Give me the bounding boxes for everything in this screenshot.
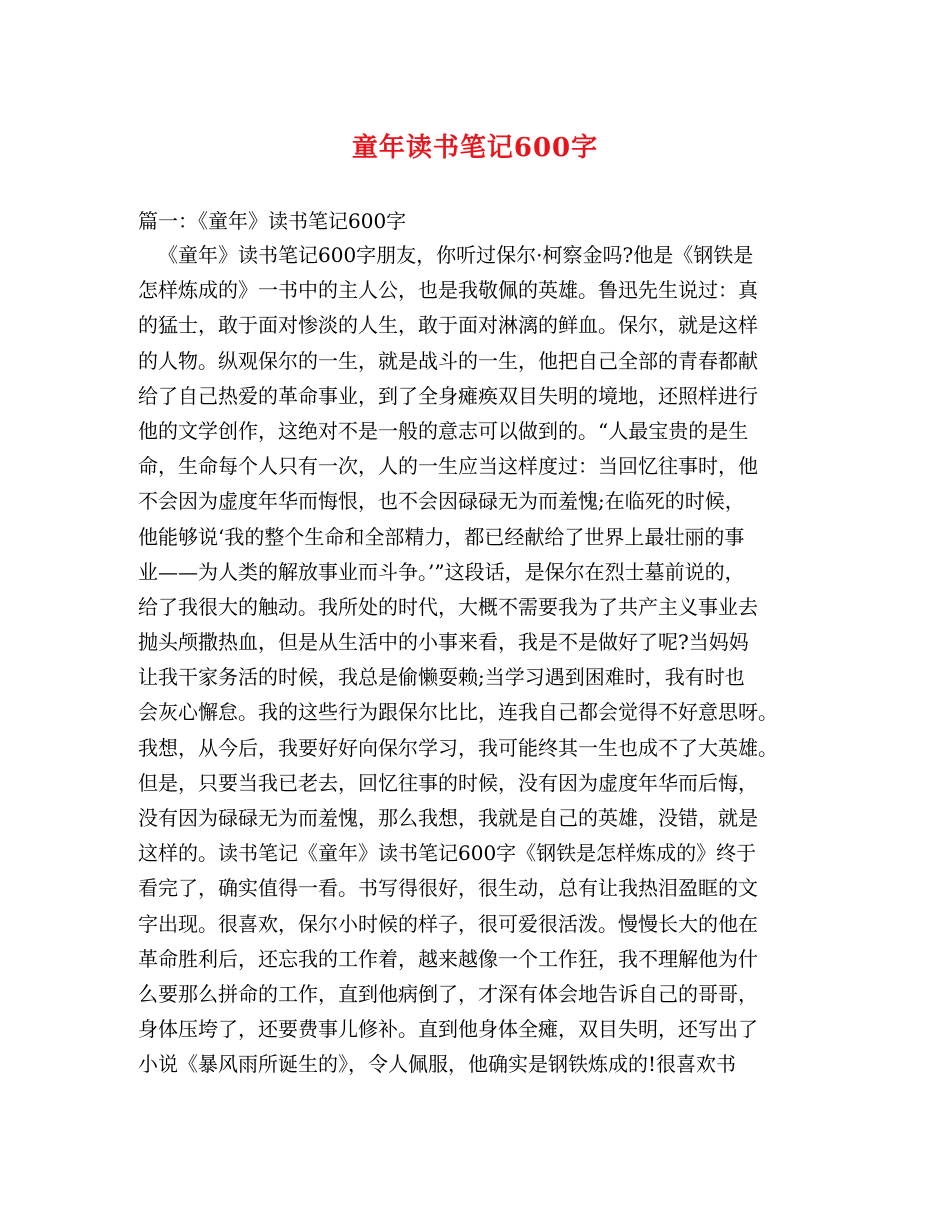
text-line: 的人物。纵观保尔的一生，就是战斗的一生，他把自己全部的青春都献 bbox=[138, 348, 758, 373]
text-line: 看完了，确实值得一看。书写得很好，很生动，总有让我热泪盈眶的文 bbox=[138, 876, 758, 901]
text-line: 小说《暴风雨所诞生的》，令人佩服，他确实是钢铁炼成的!很喜欢书 bbox=[138, 1052, 737, 1077]
text-line: 会灰心懈怠。我的这些行为跟保尔比比，连我自己都会觉得不好意思呀。 bbox=[138, 700, 778, 725]
text-line: 让我干家务活的时候，我总是偷懒耍赖;当学习遇到困难时，我有时也 bbox=[138, 665, 745, 690]
text-line: 抛头颅撒热血，但是从生活中的小事来看，我是不是做好了呢?当妈妈 bbox=[138, 630, 749, 655]
text-line: 业——为人类的解放事业而斗争。’”这段话，是保尔在烈士墓前说的， bbox=[138, 559, 745, 584]
text-line: 的猛士，敢于面对惨淡的人生，敢于面对淋漓的鲜血。保尔，就是这样 bbox=[138, 313, 758, 338]
text-line: 字出现。很喜欢，保尔小时候的样子，很可爱很活泼。慢慢长大的他在 bbox=[138, 911, 758, 936]
text-line: 他的文学创作，这绝对不是一般的意志可以做到的。“人最宝贵的是生 bbox=[138, 418, 749, 443]
text-line: 身体压垮了，还要费事儿修补。直到他身体全瘫，双目失明，还写出了 bbox=[138, 1017, 758, 1042]
text-line: 给了我很大的触动。我所处的时代，大概不需要我为了共产主义事业去 bbox=[138, 594, 758, 619]
text-line: 没有因为碌碌无为而羞愧，那么我想，我就是自己的英雄，没错，就是 bbox=[138, 806, 758, 830]
text-line: 不会因为虚度年华而悔恨，也不会因碌碌无为而羞愧;在临死的时候， bbox=[138, 489, 745, 514]
text-line: 革命胜利后，还忘我的工作着，越来越像一个工作狂，我不理解他为什 bbox=[138, 946, 758, 971]
text-line: 这样的。读书笔记《童年》读书笔记600字《钢铁是怎样炼成的》终于 bbox=[138, 841, 757, 866]
section-heading: 篇一：《童年》读书笔记600字 bbox=[138, 209, 407, 233]
document-title: 童年读书笔记600字 bbox=[351, 133, 599, 163]
text-line: 怎样炼成的》一书中的主人公，也是我敬佩的英雄。鲁迅先生说过：真 bbox=[138, 278, 758, 303]
text-line: 《童年》读书笔记600字朋友，你听过保尔·柯察金吗?他是《钢铁是 bbox=[158, 243, 754, 267]
text-line: 给了自己热爱的革命事业，到了全身瘫痪双目失明的境地，还照样进行 bbox=[138, 383, 758, 408]
text-line: 我想，从今后，我要好好向保尔学习，我可能终其一生也成不了大英雄。 bbox=[138, 735, 778, 760]
text-line: 但是，只要当我已老去，回忆往事的时候，没有因为虚度年华而后悔， bbox=[138, 770, 758, 795]
text-line: 命，生命每个人只有一次，人的一生应当这样度过：当回忆往事时，他 bbox=[138, 454, 758, 479]
body-text bbox=[138, 238, 818, 1083]
text-line: 么要那么拼命的工作，直到他病倒了，才深有体会地告诉自己的哥哥， bbox=[138, 981, 758, 1006]
text-line: 他能够说‘我的整个生命和全部精力，都已经献给了世界上最壮丽的事 bbox=[138, 524, 745, 549]
